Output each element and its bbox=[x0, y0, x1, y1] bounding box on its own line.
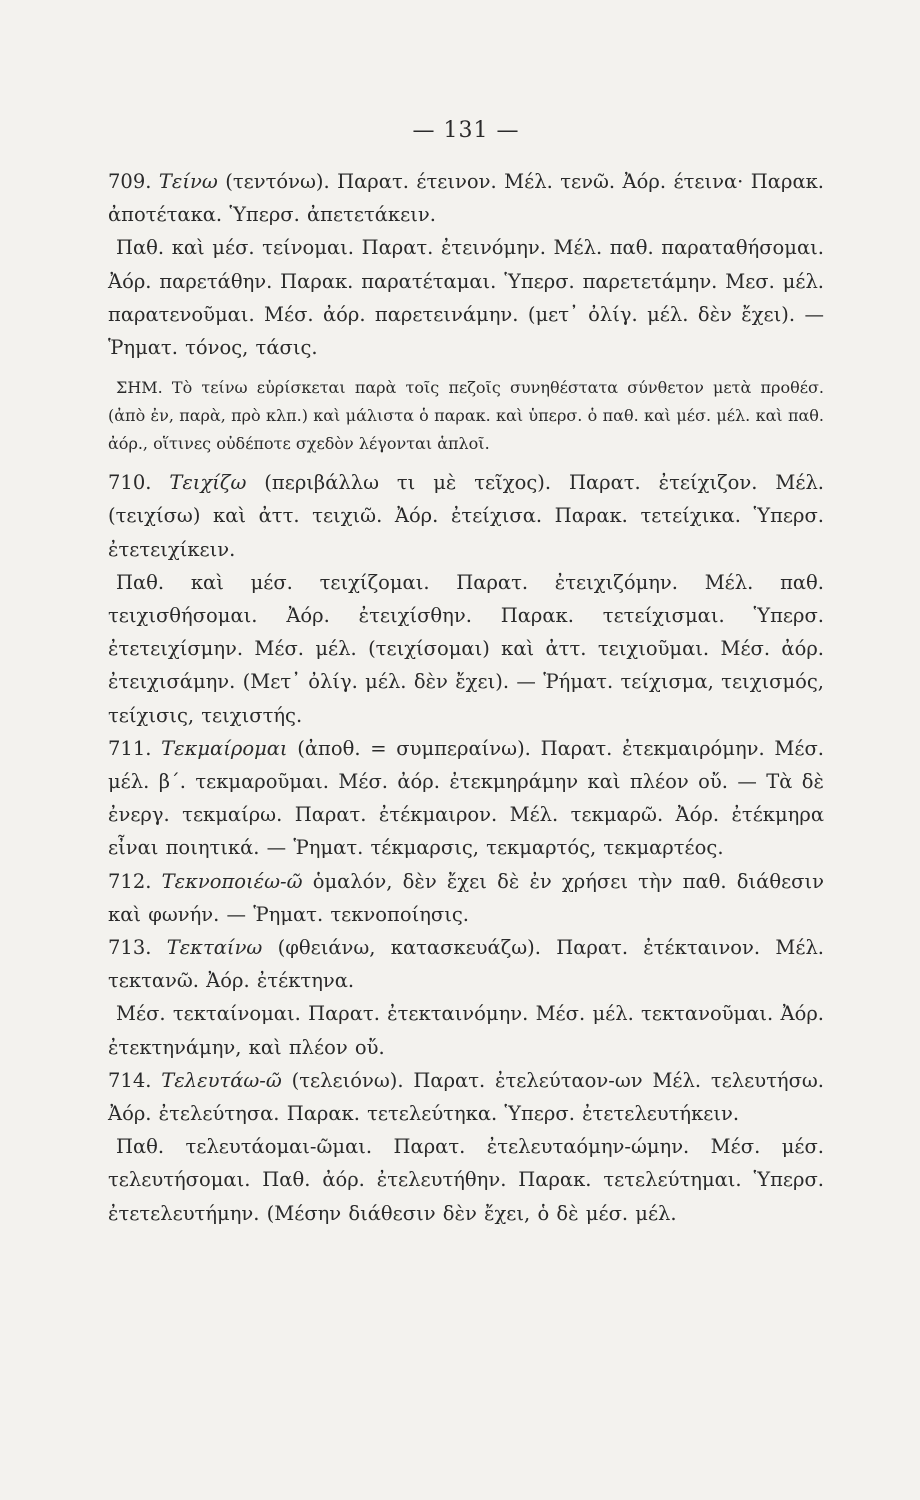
entry-text: (φθειάνω, κατασκευάζω). Παρατ. ἐτέκταινον. Μέλ. τεκτανῶ. Ἀόρ. ἐτέκτηνα. bbox=[108, 936, 824, 993]
entry-number: 713. bbox=[108, 936, 152, 960]
entry-lemma: Τελευτάω-ῶ bbox=[161, 1068, 282, 1092]
entry-lemma: Τεκμαίρομαι bbox=[161, 736, 288, 760]
entry-710 bbox=[108, 466, 824, 566]
entry-709 bbox=[108, 165, 824, 231]
entry-number: 714. bbox=[108, 1068, 152, 1092]
entry-lemma: Τειχίζω bbox=[169, 471, 247, 495]
entry-711 bbox=[108, 732, 824, 865]
entry-number: 709. bbox=[108, 170, 152, 193]
entry-text: (ἀποθ. = συμπεραίνω). Παρατ. ἐτεκμαιρόμην. Μέσ. μέλ. β΄. τεκμαροῦμαι. Μέσ. ἀόρ. ἐτεκμηράμην καὶ πλέον οὔ. — Τὰ δὲ ἐνεργ. τεκμαίρω. Παρατ. ἐτέκμαιρον. Μέλ. τεκμαρῶ. Ἀόρ. ἐτέκμηρα εἶναι ποιητικά. — Ῥηματ. τέκμαρσις, τεκμαρτός, τεκμαρτέος. bbox=[108, 736, 824, 860]
entry-text: (τεντόνω). Παρατ. έτεινον. Μέλ. τενῶ. Ἀόρ. έτεινα· Παρακ. ἀποτέτακα. Ὑπερσ. ἀπετετάκειν. bbox=[108, 170, 824, 227]
entry-note: ΣΗΜ. Τὸ τείνω εὑρίσκεται παρὰ τοῖς πεζοῖς συνηθέστατα σύνθετον μετὰ προθέσ. (ἀπὸ ἐν, παρὰ, πρὸ κλπ.) καὶ μάλιστα ὁ παρακ. καὶ ὑπερσ. ὁ παθ. καὶ μέσ. μέλ. καὶ παθ. ἀόρ., οἵτινες οὐδέποτε σχεδὸν λέγονται ἁπλοῖ. bbox=[108, 378, 824, 454]
entry-713 bbox=[108, 931, 824, 997]
entry-text: (τελειόνω). Παρατ. ἐτελεύταον-ων Μέλ. τελευτήσω. Ἀόρ. ἐτελεύτησα. Παρακ. τετελεύτηκα. Ὑπερσ. ἐτετελευτήκειν. bbox=[108, 1068, 825, 1126]
page-number-header: — 131 — bbox=[412, 118, 520, 143]
entry-text: (περιβάλλω τι μὲ τεῖχος). Παρατ. ἐτείχιζον. Μέλ. (τειχίσω) καὶ ἀττ. τειχιῶ. Ἀόρ. ἐτείχισα. Παρακ. τετείχικα. Ὑπερσ. ἐτετειχίκειν. bbox=[108, 471, 824, 561]
entry-lemma: Τείνω bbox=[158, 170, 218, 193]
entry-paragraph: Μέσ. τεκταίνομαι. Παρατ. ἐτεκταινόμην. Μέσ. μέλ. τεκτανοῦμαι. Ἀόρ. ἐτεκτηνάμην, καὶ πλέον οὔ. bbox=[108, 1002, 824, 1059]
entry-lemma: Τεκνοποιέω-ῶ bbox=[161, 869, 303, 893]
entry-lemma: Τεκταίνω bbox=[166, 936, 263, 960]
entry-714 bbox=[108, 1064, 824, 1130]
entry-712 bbox=[108, 865, 824, 931]
entry-number: 710. bbox=[108, 471, 152, 495]
entry-number: 712. bbox=[108, 869, 152, 893]
entry-paragraph: Παθ. καὶ μέσ. τειχίζομαι. Παρατ. ἐτειχιζόμην. Μέλ. παθ. τειχισθήσομαι. Ἀόρ. ἐτειχίσθην. Παρακ. τετείχισμαι. Ὑπερσ. ἐτετειχίσμην. Μέσ. μέλ. (τειχίσομαι) καὶ ἀττ. τειχιοῦμαι. Μέσ. ἀόρ. ἐτειχισάμην. (Μετ᾽ ὀλίγ. μέλ. δὲν ἔχει). — Ῥήματ. τείχισμα, τειχισμός, τείχισις, τειχιστής. bbox=[108, 570, 824, 727]
entry-paragraph: Παθ. καὶ μέσ. τείνομαι. Παρατ. ἐτεινόμην. Μέλ. παθ. παραταθήσομαι. Ἀόρ. παρετάθην. Παρακ. παρατέταμαι. Ὑπερσ. παρετετάμην. Μεσ. μέλ. παρατενοῦμαι. Μέσ. ἀόρ. παρετεινάμην. (μετ᾽ ὀλίγ. μέλ. δὲν ἔχει). — Ῥηματ. τόνος, τάσις. bbox=[108, 236, 824, 360]
entry-paragraph: Παθ. τελευτάομαι-ῶμαι. Παρατ. ἐτελευταόμην-ώμην. Μέσ. μέσ. τελευτήσομαι. Παθ. ἀόρ. ἐτελευτήθην. Παρακ. τετελεύτημαι. Ὑπερσ. ἐτετελευτήμην. (Μέσην διάθεσιν δὲν ἔχει, ὁ δὲ μέσ. μέλ. bbox=[108, 1135, 824, 1225]
entry-number: 711. bbox=[108, 736, 152, 760]
entry-text: ὁμαλόν, δὲν ἔχει δὲ ἐν χρήσει τὴν παθ. διάθεσιν καὶ φωνήν. — Ῥηματ. τεκνοποίησις. bbox=[108, 869, 824, 926]
